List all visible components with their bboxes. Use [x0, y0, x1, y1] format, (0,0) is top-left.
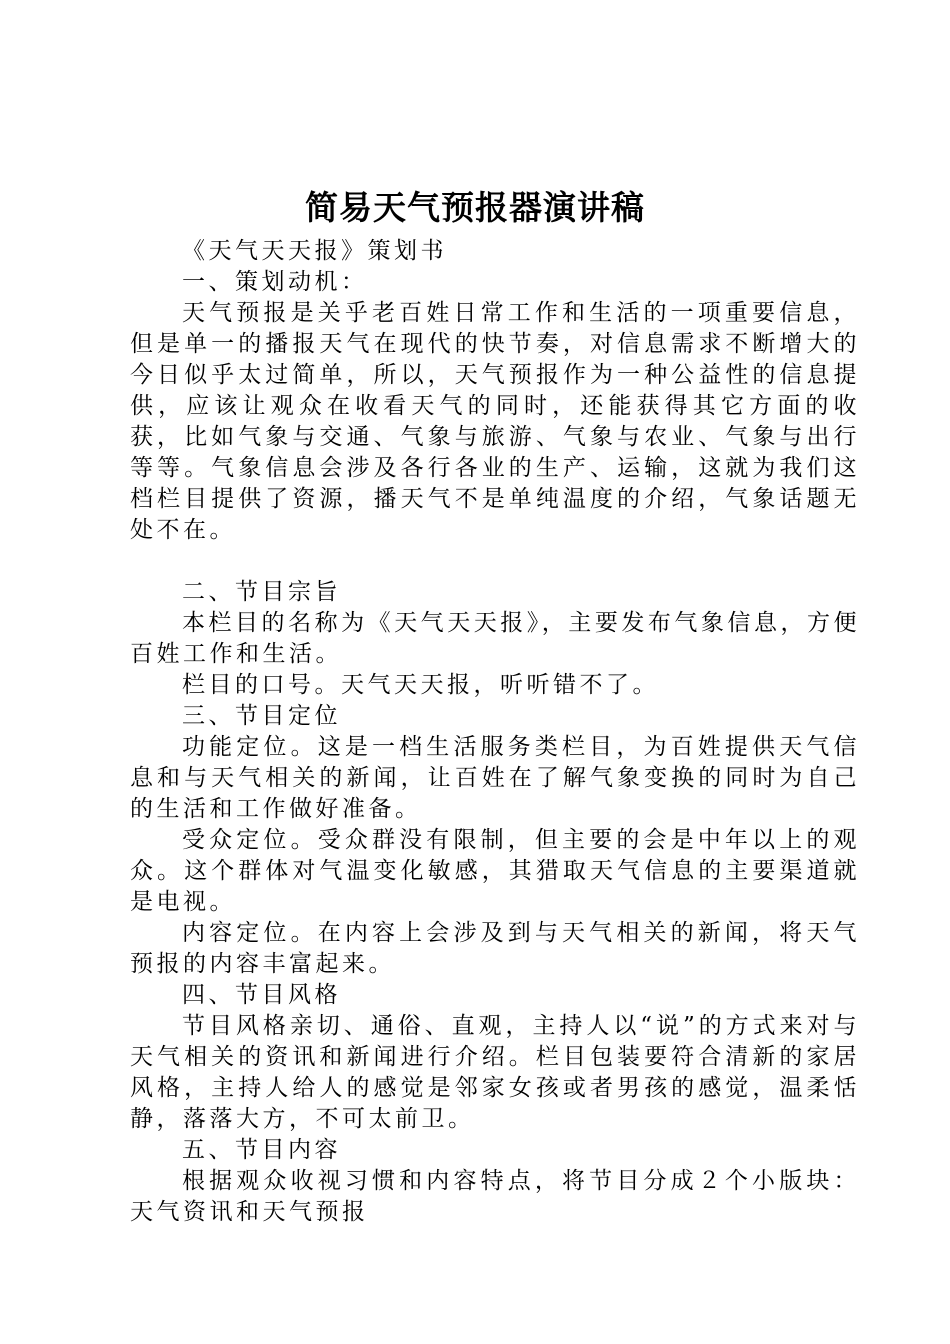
paragraph-function-position: 功能定位。这是一档生活服务类栏目，为百姓提供天气信息和与天气相关的新闻，让百姓在了解气象变换的同时为自己的生活和工作做好准备。: [130, 734, 860, 822]
document-body: [130, 236, 860, 1228]
paragraph-style: 节目风格亲切、通俗、直观，主持人以“说”的方式来对与天气相关的资讯和新闻进行介绍。栏目包装要符合清新的家居风格，主持人给人的感觉是邻家女孩或者男孩的感觉，温柔恬静，落落大方，不可太前卫。: [130, 1013, 860, 1132]
paragraph-gap: [130, 546, 860, 577]
paragraph-motivation: 天气预报是关乎老百姓日常工作和生活的一项重要信息，但是单一的播报天气在现代的快节奏，对信息需求不断增大的今日似乎太过简单，所以，天气预报作为一种公益性的信息提供，应该让观众在收看天气的同时，还能获得其它方面的收获，比如气象与交通、气象与旅游、气象与农业、气象与出行等等。气象信息会涉及各行各业的生产、运输，这就为我们这档栏目提供了资源，播天气不是单纯温度的介绍，气象话题无处不在。: [130, 300, 860, 543]
paragraph-subtitle: 《天气天天报》策划书: [182, 238, 447, 264]
paragraph-slogan: 栏目的口号。天气天天报，听听错不了。: [182, 672, 659, 698]
heading-section-2: 二、节目宗旨: [182, 579, 341, 605]
heading-section-1: 一、策划动机：: [182, 269, 368, 295]
paragraph-audience-position: 受众定位。受众群没有限制，但主要的会是中年以上的观众。这个群体对气温变化敏感，其猎取天气信息的主要渠道就是电视。: [130, 827, 860, 915]
heading-section-5: 五、节目内容: [182, 1137, 341, 1163]
paragraph-content-position: 内容定位。在内容上会涉及到与天气相关的新闻，将天气预报的内容丰富起来。: [130, 920, 860, 977]
document-title: 简易天气预报器演讲稿: [305, 188, 645, 227]
paragraph-purpose: 本栏目的名称为《天气天天报》，主要发布气象信息，方便百姓工作和生活。: [130, 610, 860, 667]
heading-section-3: 三、节目定位: [182, 703, 341, 729]
heading-section-4: 四、节目风格: [182, 982, 341, 1008]
paragraph-content: 根据观众收视习惯和内容特点，将节目分成２个小版块：天气资讯和天气预报: [130, 1168, 860, 1225]
